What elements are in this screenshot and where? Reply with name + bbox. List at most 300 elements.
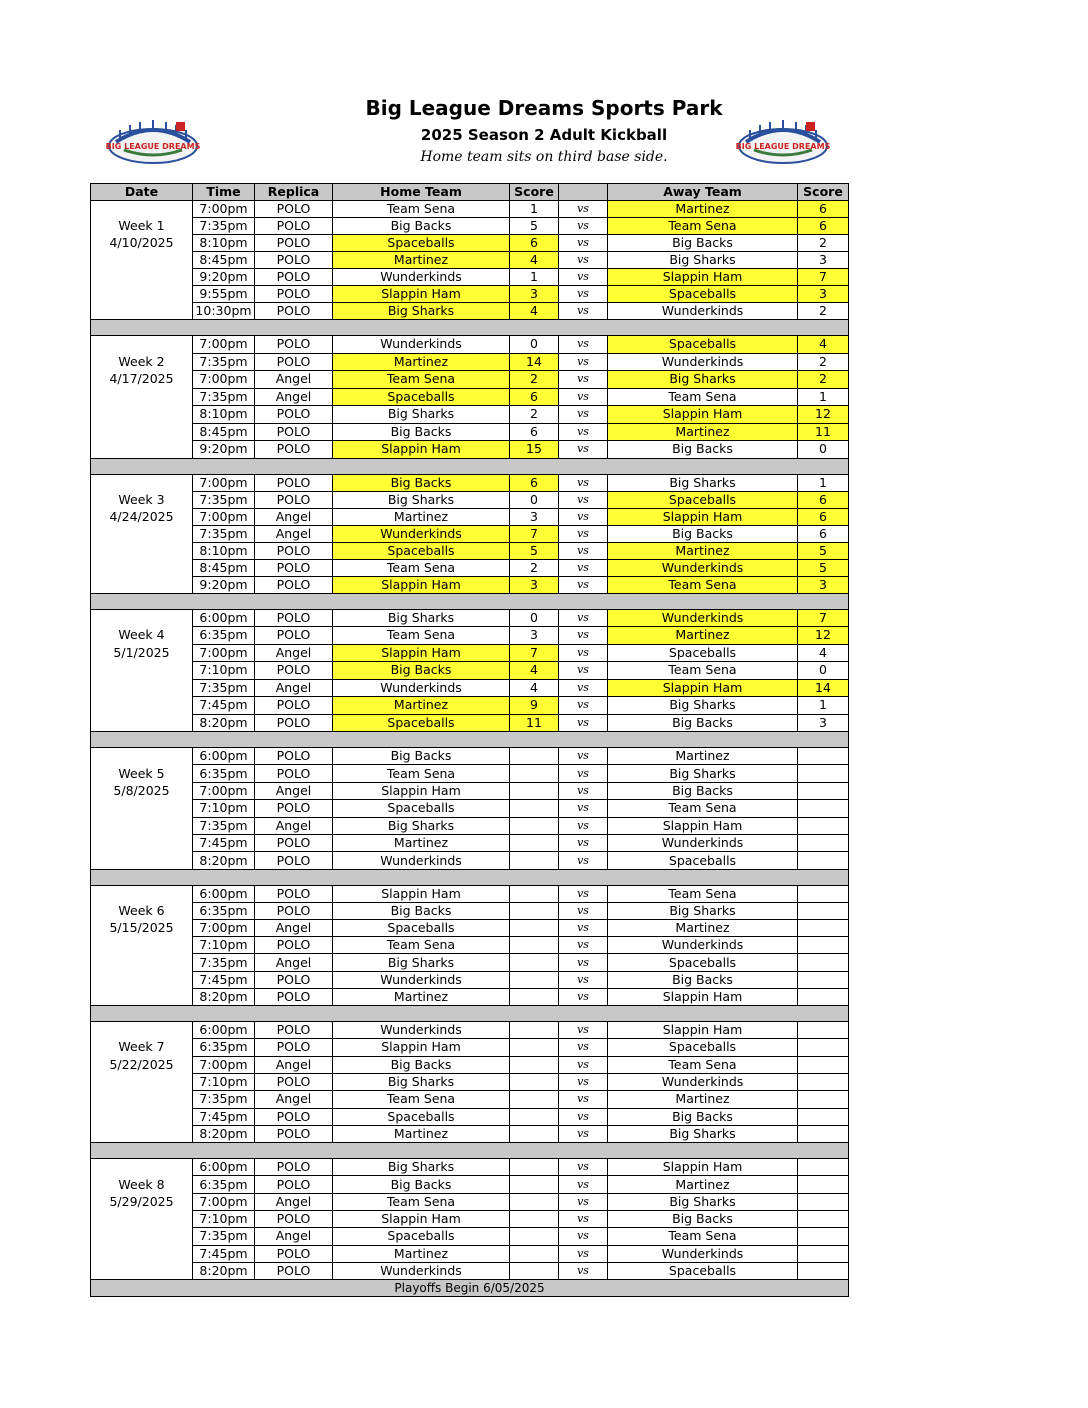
home-team-cell: Big Backs: [333, 218, 510, 235]
away-score-cell: [798, 1091, 849, 1108]
date-cell: 5/1/2025: [91, 644, 193, 662]
home-score-cell: [510, 765, 559, 782]
game-row: [91, 1211, 849, 1228]
home-team-cell: Big Backs: [333, 1176, 510, 1193]
home-score-cell: 1: [510, 201, 559, 218]
vs-cell: vs: [559, 1211, 608, 1228]
home-score-cell: [510, 971, 559, 988]
home-score-cell: [510, 1176, 559, 1193]
away-team-cell: Spaceballs: [608, 954, 798, 971]
date-cell: Week 7: [91, 1039, 193, 1056]
date-cell: Week 1: [91, 218, 193, 235]
away-team-cell: Wunderkinds: [608, 1245, 798, 1262]
game-row: [91, 286, 849, 303]
vs-cell: vs: [559, 1159, 608, 1176]
vs-cell: vs: [559, 714, 608, 732]
time-cell: 7:00pm: [193, 508, 255, 525]
date-cell: [91, 1091, 193, 1108]
away-team-cell: Spaceballs: [608, 852, 798, 869]
vs-cell: vs: [559, 1262, 608, 1279]
away-team-cell: Slappin Ham: [608, 269, 798, 286]
away-team-cell: Martinez: [608, 542, 798, 559]
home-score-cell: [510, 920, 559, 937]
home-team-cell: Spaceballs: [333, 542, 510, 559]
away-score-cell: 1: [798, 388, 849, 406]
home-score-cell: 7: [510, 525, 559, 542]
separator-cell: [91, 320, 849, 336]
col-time: Time: [193, 184, 255, 201]
time-cell: 6:00pm: [193, 1159, 255, 1176]
home-team-cell: Wunderkinds: [333, 679, 510, 697]
time-cell: 7:00pm: [193, 371, 255, 389]
date-cell: [91, 714, 193, 732]
field-cell: POLO: [255, 474, 333, 491]
away-team-cell: Martinez: [608, 201, 798, 218]
week-separator: [91, 320, 849, 336]
away-score-cell: 6: [798, 508, 849, 525]
vs-cell: vs: [559, 1125, 608, 1142]
game-row: [91, 1091, 849, 1108]
field-cell: POLO: [255, 286, 333, 303]
field-cell: POLO: [255, 559, 333, 576]
vs-cell: vs: [559, 269, 608, 286]
home-team-cell: Spaceballs: [333, 1108, 510, 1125]
vs-cell: vs: [559, 1091, 608, 1108]
field-cell: Angel: [255, 1193, 333, 1210]
time-cell: 7:35pm: [193, 1091, 255, 1108]
away-team-cell: Team Sena: [608, 388, 798, 406]
field-cell: Angel: [255, 920, 333, 937]
time-cell: 8:45pm: [193, 559, 255, 576]
vs-cell: vs: [559, 576, 608, 593]
time-cell: 8:10pm: [193, 235, 255, 252]
week-separator: [91, 593, 849, 609]
vs-cell: vs: [559, 336, 608, 354]
home-team-cell: Slappin Ham: [333, 782, 510, 799]
home-team-cell: Big Sharks: [333, 303, 510, 320]
game-row: [91, 1056, 849, 1073]
date-cell: [91, 269, 193, 286]
game-row: [91, 834, 849, 851]
away-score-cell: 4: [798, 336, 849, 354]
separator-cell: [91, 593, 849, 609]
game-row: [91, 508, 849, 525]
game-row: [91, 1228, 849, 1245]
game-row: [91, 1193, 849, 1210]
home-team-cell: Big Sharks: [333, 817, 510, 834]
home-team-cell: Martinez: [333, 1245, 510, 1262]
away-team-cell: Big Sharks: [608, 1125, 798, 1142]
time-cell: 7:45pm: [193, 1245, 255, 1262]
field-cell: Angel: [255, 371, 333, 389]
game-row: [91, 525, 849, 542]
home-team-cell: Spaceballs: [333, 714, 510, 732]
date-cell: [91, 1108, 193, 1125]
home-team-cell: Team Sena: [333, 201, 510, 218]
home-team-cell: Spaceballs: [333, 388, 510, 406]
date-cell: Week 5: [91, 765, 193, 782]
home-team-cell: Martinez: [333, 508, 510, 525]
away-team-cell: Big Sharks: [608, 371, 798, 389]
date-cell: Week 4: [91, 627, 193, 645]
vs-cell: vs: [559, 525, 608, 542]
home-team-cell: Slappin Ham: [333, 441, 510, 459]
field-cell: POLO: [255, 1073, 333, 1090]
game-row: [91, 920, 849, 937]
away-score-cell: [798, 937, 849, 954]
game-row: [91, 269, 849, 286]
page-subtitle: 2025 Season 2 Adult Kickball: [420, 126, 668, 144]
home-score-cell: [510, 1245, 559, 1262]
schedule-table: [90, 183, 849, 1297]
home-team-cell: Big Backs: [333, 748, 510, 765]
away-score-cell: [798, 954, 849, 971]
field-cell: Angel: [255, 817, 333, 834]
away-score-cell: 6: [798, 218, 849, 235]
week-separator: [91, 1143, 849, 1159]
home-team-cell: Wunderkinds: [333, 336, 510, 354]
field-cell: POLO: [255, 834, 333, 851]
away-score-cell: [798, 1245, 849, 1262]
date-cell: Week 8: [91, 1176, 193, 1193]
date-cell: [91, 336, 193, 354]
away-score-cell: [798, 971, 849, 988]
home-score-cell: 3: [510, 286, 559, 303]
date-cell: [91, 937, 193, 954]
home-team-cell: Slappin Ham: [333, 885, 510, 902]
away-score-cell: 1: [798, 474, 849, 491]
away-score-cell: 2: [798, 353, 849, 371]
vs-cell: vs: [559, 1073, 608, 1090]
time-cell: 7:35pm: [193, 525, 255, 542]
time-cell: 7:45pm: [193, 697, 255, 715]
away-score-cell: [798, 1176, 849, 1193]
date-cell: [91, 885, 193, 902]
home-score-cell: 2: [510, 406, 559, 424]
away-team-cell: Martinez: [608, 1176, 798, 1193]
date-cell: [91, 748, 193, 765]
time-cell: 6:35pm: [193, 902, 255, 919]
time-cell: 7:35pm: [193, 353, 255, 371]
time-cell: 7:00pm: [193, 1193, 255, 1210]
game-row: [91, 1073, 849, 1090]
col-replica: Replica: [255, 184, 333, 201]
away-score-cell: [798, 1022, 849, 1039]
date-cell: Week 2: [91, 353, 193, 371]
time-cell: 9:20pm: [193, 441, 255, 459]
away-team-cell: Spaceballs: [608, 286, 798, 303]
home-team-cell: Team Sena: [333, 1091, 510, 1108]
date-cell: [91, 1073, 193, 1090]
game-row: [91, 800, 849, 817]
home-team-cell: Big Backs: [333, 662, 510, 680]
away-score-cell: [798, 1193, 849, 1210]
away-team-cell: Team Sena: [608, 885, 798, 902]
date-cell: [91, 542, 193, 559]
playoffs-note: Playoffs Begin 6/05/2025: [91, 1280, 849, 1297]
game-row: [91, 1039, 849, 1056]
vs-cell: vs: [559, 474, 608, 491]
home-score-cell: 11: [510, 714, 559, 732]
vs-cell: vs: [559, 971, 608, 988]
date-cell: [91, 201, 193, 218]
home-score-cell: [510, 954, 559, 971]
time-cell: 8:20pm: [193, 1125, 255, 1142]
game-row: [91, 576, 849, 593]
vs-cell: vs: [559, 353, 608, 371]
away-score-cell: [798, 988, 849, 1005]
date-cell: [91, 388, 193, 406]
time-cell: 7:35pm: [193, 954, 255, 971]
date-cell: [91, 679, 193, 697]
game-row: [91, 1262, 849, 1279]
away-score-cell: 6: [798, 201, 849, 218]
game-row: [91, 423, 849, 441]
home-score-cell: 5: [510, 218, 559, 235]
away-score-cell: [798, 1073, 849, 1090]
away-team-cell: Spaceballs: [608, 336, 798, 354]
vs-cell: vs: [559, 627, 608, 645]
game-row: [91, 885, 849, 902]
date-cell: Week 3: [91, 491, 193, 508]
game-row: [91, 201, 849, 218]
week-separator: [91, 1006, 849, 1022]
field-cell: POLO: [255, 423, 333, 441]
home-score-cell: [510, 1108, 559, 1125]
game-row: [91, 954, 849, 971]
away-score-cell: [798, 902, 849, 919]
vs-cell: vs: [559, 1176, 608, 1193]
field-cell: Angel: [255, 644, 333, 662]
away-score-cell: [798, 920, 849, 937]
field-cell: POLO: [255, 406, 333, 424]
game-row: [91, 902, 849, 919]
home-score-cell: 6: [510, 388, 559, 406]
time-cell: 8:45pm: [193, 252, 255, 269]
time-cell: 9:55pm: [193, 286, 255, 303]
time-cell: 8:20pm: [193, 1262, 255, 1279]
date-cell: 4/10/2025: [91, 235, 193, 252]
home-team-cell: Big Backs: [333, 1056, 510, 1073]
time-cell: 8:20pm: [193, 714, 255, 732]
time-cell: 7:00pm: [193, 201, 255, 218]
time-cell: 7:00pm: [193, 474, 255, 491]
time-cell: 7:45pm: [193, 971, 255, 988]
home-score-cell: 0: [510, 336, 559, 354]
vs-cell: vs: [559, 201, 608, 218]
game-row: [91, 252, 849, 269]
time-cell: 9:20pm: [193, 576, 255, 593]
away-team-cell: Team Sena: [608, 1056, 798, 1073]
game-row: [91, 1176, 849, 1193]
time-cell: 7:35pm: [193, 817, 255, 834]
home-team-cell: Wunderkinds: [333, 971, 510, 988]
away-team-cell: Spaceballs: [608, 1262, 798, 1279]
vs-cell: vs: [559, 559, 608, 576]
vs-cell: vs: [559, 1056, 608, 1073]
vs-cell: vs: [559, 371, 608, 389]
vs-cell: vs: [559, 817, 608, 834]
away-team-cell: Spaceballs: [608, 491, 798, 508]
game-row: [91, 1108, 849, 1125]
home-score-cell: 0: [510, 609, 559, 627]
home-score-cell: [510, 1056, 559, 1073]
page-title: Big League Dreams Sports Park: [365, 96, 723, 120]
home-score-cell: [510, 1091, 559, 1108]
vs-cell: vs: [559, 937, 608, 954]
home-team-cell: Spaceballs: [333, 920, 510, 937]
home-team-cell: Big Sharks: [333, 406, 510, 424]
home-team-cell: Wunderkinds: [333, 1262, 510, 1279]
home-team-cell: Martinez: [333, 252, 510, 269]
away-score-cell: [798, 1125, 849, 1142]
away-score-cell: 5: [798, 559, 849, 576]
home-score-cell: 2: [510, 559, 559, 576]
home-team-cell: Slappin Ham: [333, 286, 510, 303]
home-score-cell: [510, 852, 559, 869]
time-cell: 6:35pm: [193, 1039, 255, 1056]
vs-cell: vs: [559, 748, 608, 765]
field-cell: POLO: [255, 1176, 333, 1193]
separator-cell: [91, 458, 849, 474]
home-team-cell: Big Backs: [333, 474, 510, 491]
home-score-cell: 7: [510, 644, 559, 662]
date-cell: Week 6: [91, 902, 193, 919]
home-team-cell: Team Sena: [333, 937, 510, 954]
date-cell: [91, 1262, 193, 1279]
away-score-cell: 12: [798, 406, 849, 424]
home-score-cell: [510, 937, 559, 954]
away-score-cell: [798, 1228, 849, 1245]
away-team-cell: Big Backs: [608, 1108, 798, 1125]
field-cell: Angel: [255, 782, 333, 799]
vs-cell: vs: [559, 508, 608, 525]
away-team-cell: Martinez: [608, 627, 798, 645]
vs-cell: vs: [559, 765, 608, 782]
time-cell: 7:10pm: [193, 1211, 255, 1228]
time-cell: 7:35pm: [193, 679, 255, 697]
away-score-cell: 1: [798, 697, 849, 715]
time-cell: 8:20pm: [193, 852, 255, 869]
home-score-cell: 3: [510, 508, 559, 525]
date-cell: [91, 1159, 193, 1176]
away-score-cell: 3: [798, 576, 849, 593]
date-cell: 4/24/2025: [91, 508, 193, 525]
home-team-cell: Martinez: [333, 988, 510, 1005]
date-cell: [91, 559, 193, 576]
game-row: [91, 235, 849, 252]
vs-cell: vs: [559, 954, 608, 971]
home-team-cell: Martinez: [333, 834, 510, 851]
away-team-cell: Martinez: [608, 1091, 798, 1108]
away-team-cell: Spaceballs: [608, 644, 798, 662]
vs-cell: vs: [559, 286, 608, 303]
home-score-cell: [510, 1228, 559, 1245]
field-cell: POLO: [255, 902, 333, 919]
field-cell: Angel: [255, 1056, 333, 1073]
away-team-cell: Big Sharks: [608, 902, 798, 919]
game-row: [91, 441, 849, 459]
date-cell: 5/22/2025: [91, 1056, 193, 1073]
away-team-cell: Team Sena: [608, 800, 798, 817]
date-cell: 5/29/2025: [91, 1193, 193, 1210]
game-row: [91, 218, 849, 235]
date-cell: [91, 1228, 193, 1245]
field-cell: POLO: [255, 336, 333, 354]
field-cell: POLO: [255, 269, 333, 286]
home-score-cell: [510, 1125, 559, 1142]
field-cell: POLO: [255, 1125, 333, 1142]
date-cell: [91, 441, 193, 459]
date-cell: [91, 252, 193, 269]
vs-cell: vs: [559, 423, 608, 441]
col-vs: [559, 184, 608, 201]
svg-text:BIG LEAGUE DREAMS: BIG LEAGUE DREAMS: [736, 142, 830, 151]
home-score-cell: 2: [510, 371, 559, 389]
home-team-cell: Wunderkinds: [333, 269, 510, 286]
home-score-cell: 6: [510, 474, 559, 491]
time-cell: 7:00pm: [193, 336, 255, 354]
away-score-cell: 2: [798, 371, 849, 389]
home-score-cell: [510, 988, 559, 1005]
date-cell: 5/8/2025: [91, 782, 193, 799]
date-cell: [91, 800, 193, 817]
home-score-cell: 14: [510, 353, 559, 371]
game-row: [91, 491, 849, 508]
away-team-cell: Wunderkinds: [608, 609, 798, 627]
vs-cell: vs: [559, 662, 608, 680]
vs-cell: vs: [559, 644, 608, 662]
away-team-cell: Team Sena: [608, 662, 798, 680]
field-cell: POLO: [255, 353, 333, 371]
away-team-cell: Big Backs: [608, 1211, 798, 1228]
home-score-cell: 9: [510, 697, 559, 715]
field-cell: POLO: [255, 748, 333, 765]
svg-text:BIG LEAGUE DREAMS: BIG LEAGUE DREAMS: [106, 142, 200, 151]
field-cell: POLO: [255, 765, 333, 782]
field-cell: Angel: [255, 1228, 333, 1245]
field-cell: POLO: [255, 800, 333, 817]
home-score-cell: [510, 748, 559, 765]
game-row: [91, 1245, 849, 1262]
away-team-cell: Big Sharks: [608, 252, 798, 269]
away-team-cell: Big Sharks: [608, 1193, 798, 1210]
away-team-cell: Big Backs: [608, 525, 798, 542]
game-row: [91, 748, 849, 765]
away-score-cell: 4: [798, 644, 849, 662]
game-row: [91, 303, 849, 320]
away-score-cell: 6: [798, 525, 849, 542]
away-team-cell: Wunderkinds: [608, 559, 798, 576]
away-score-cell: 3: [798, 252, 849, 269]
away-team-cell: Big Sharks: [608, 474, 798, 491]
separator-cell: [91, 1143, 849, 1159]
away-score-cell: [798, 817, 849, 834]
home-team-cell: Team Sena: [333, 627, 510, 645]
field-cell: POLO: [255, 937, 333, 954]
vs-cell: vs: [559, 1193, 608, 1210]
field-cell: POLO: [255, 441, 333, 459]
home-team-cell: Spaceballs: [333, 1228, 510, 1245]
footer-row: [91, 1280, 849, 1297]
home-team-cell: Slappin Ham: [333, 644, 510, 662]
home-score-cell: [510, 782, 559, 799]
date-cell: 5/15/2025: [91, 920, 193, 937]
away-score-cell: [798, 1211, 849, 1228]
col-away-score: Score: [798, 184, 849, 201]
date-cell: [91, 834, 193, 851]
away-team-cell: Team Sena: [608, 1228, 798, 1245]
